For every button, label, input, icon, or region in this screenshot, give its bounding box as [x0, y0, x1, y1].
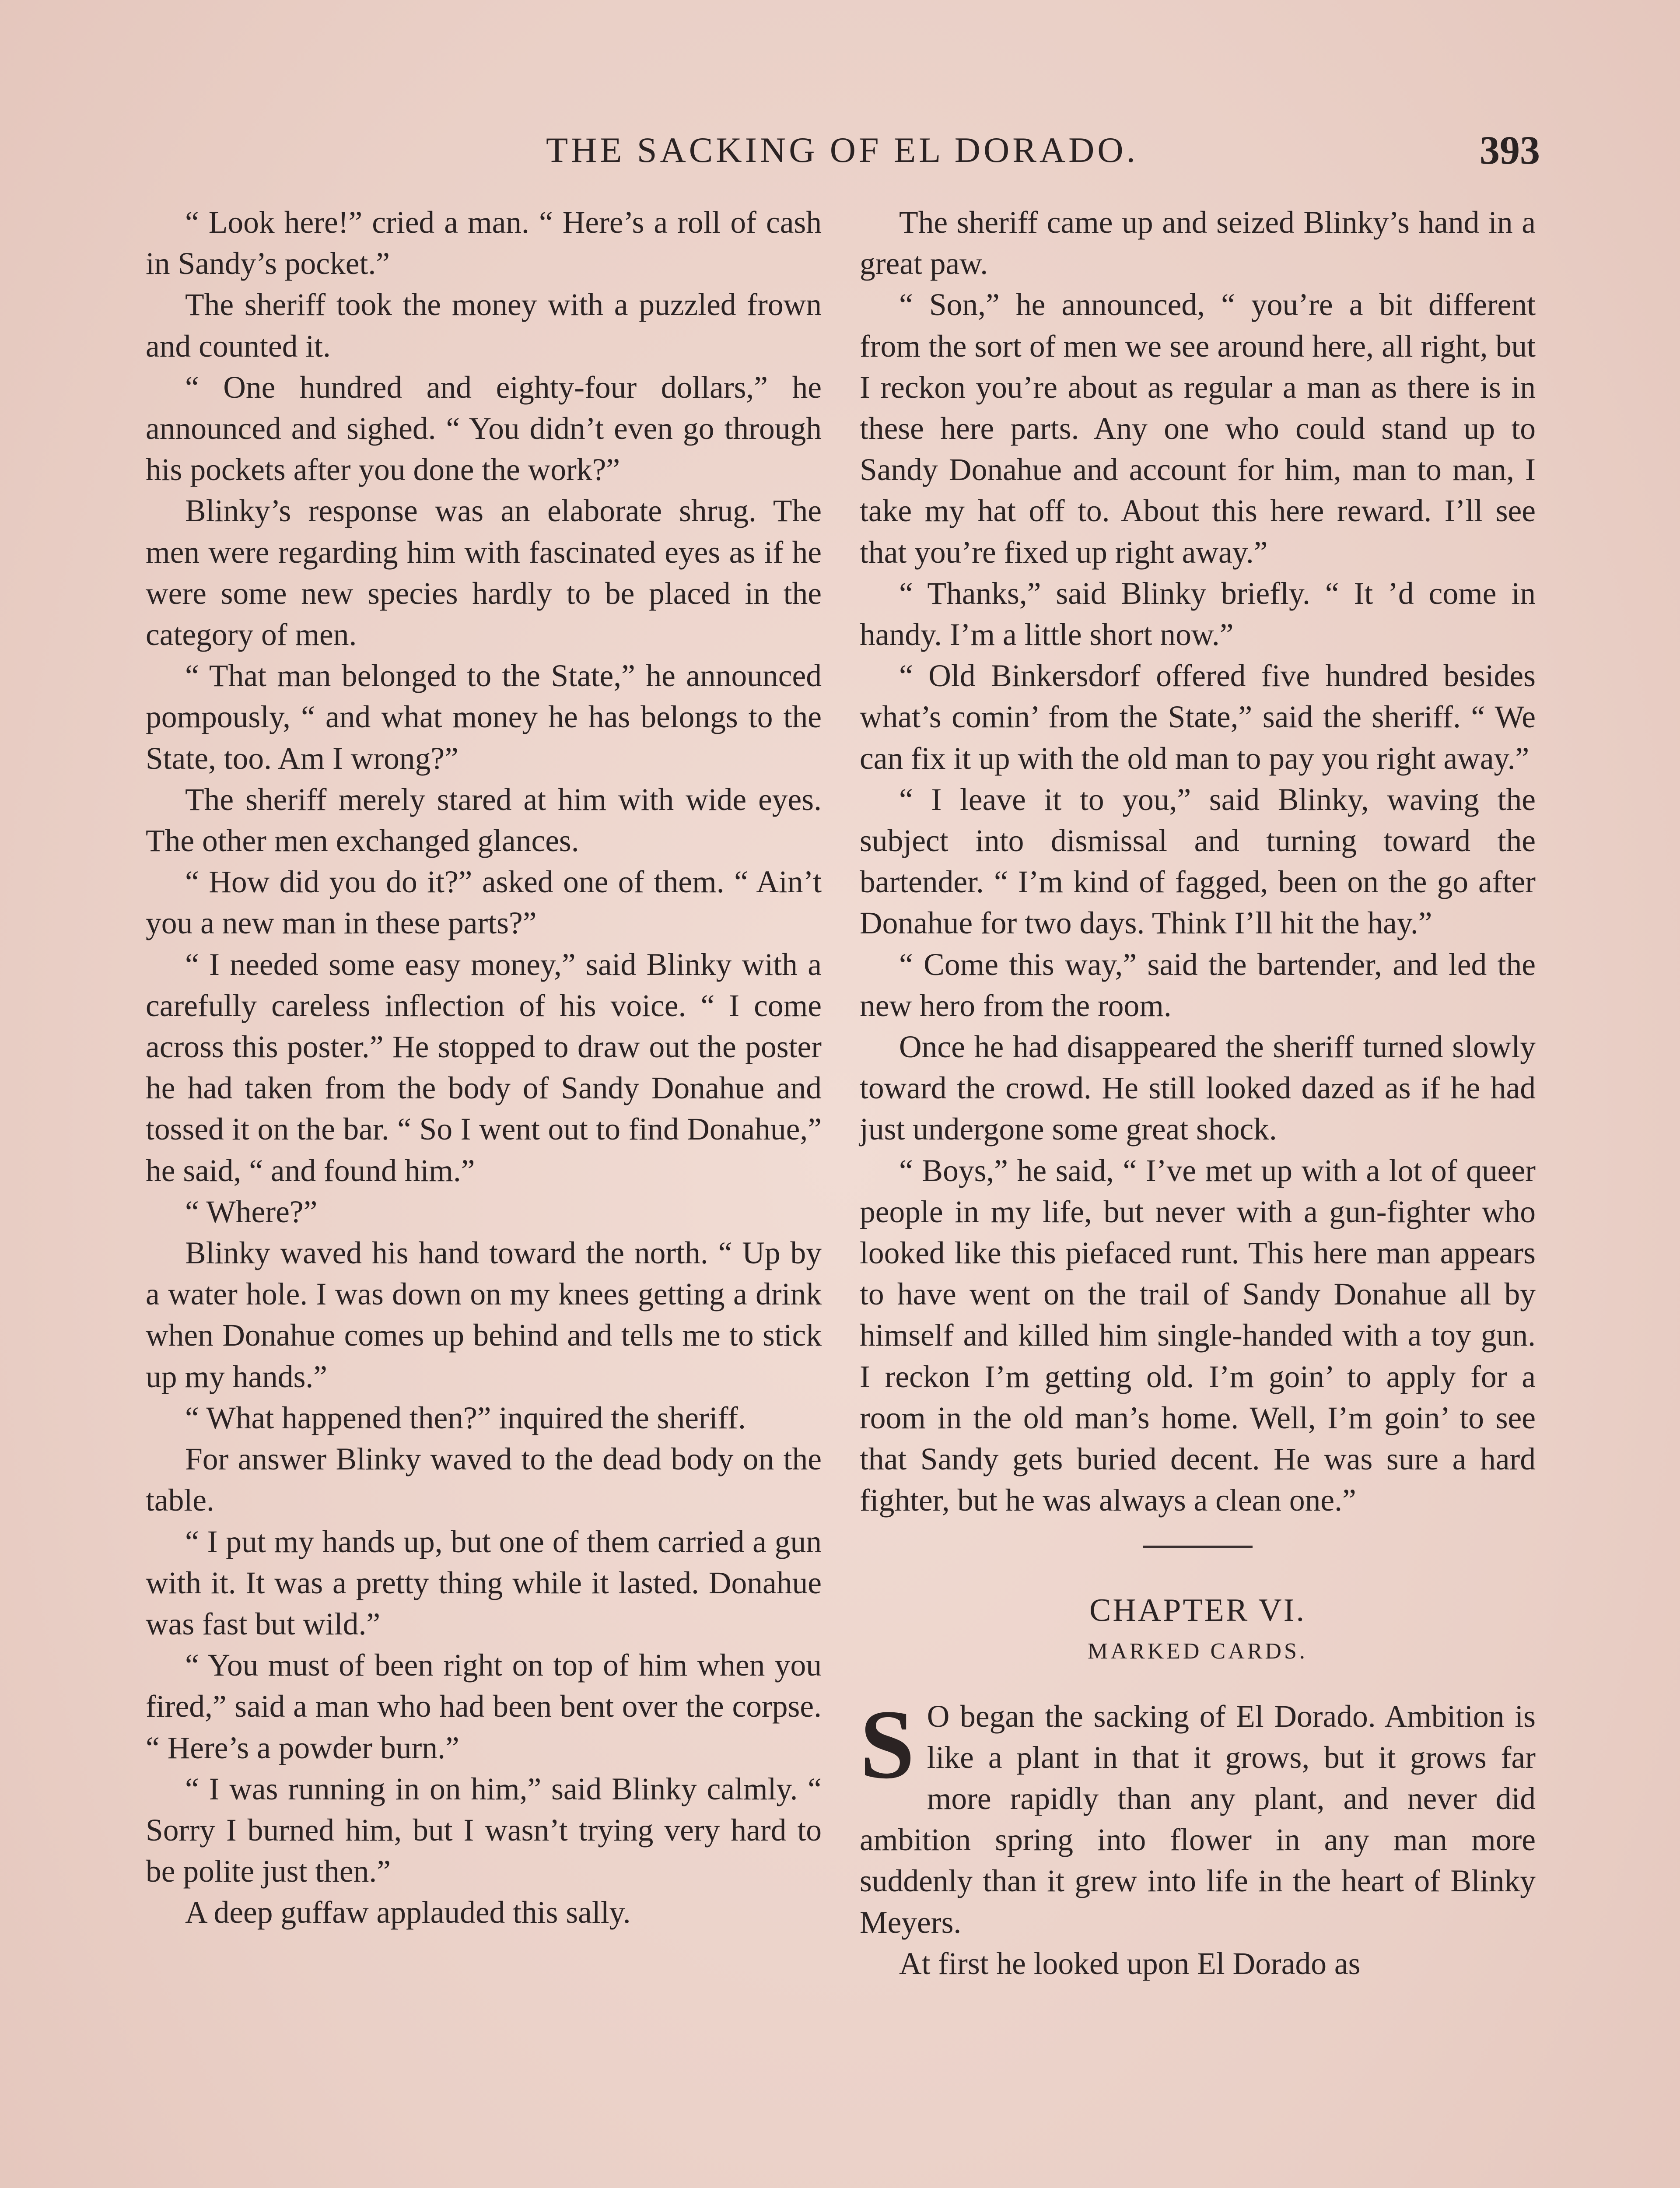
- page-header: [144, 130, 1540, 182]
- paragraph: “ Son,” he announced, “ you’re a bit different from the sort of men we see around here, all right, but I reckon you’re about as regular a man as there is in these here parts. Any one who could stand up to Sandy Donahue and account for him, man to man, I take my hat off to. About this here reward. I’ll see that you’re fixed up right away.”: [860, 288, 1536, 570]
- paragraph: “ How did you do it?” asked one of them. “ Ain’t you a new man in these parts?”: [146, 865, 822, 941]
- paragraph: “ I leave it to you,” said Blinky, waving the subject into dismissal and turning toward the bartender. “ I’m kind of fagged, been on the go after Donahue for two days. Think I’ll hit the hay.”: [860, 782, 1536, 941]
- paragraph: “ Come this way,” said the bartender, and led the new hero from the room.: [860, 947, 1536, 1023]
- left-column: [146, 202, 822, 1934]
- paragraph: “ I was running in on him,” said Blinky calmly. “ Sorry I burned him, but I wasn’t trying very hard to be polite just then.”: [146, 1771, 822, 1889]
- paragraph: “ I put my hands up, but one of them carried a gun with it. It was a pretty thing while it lasted. Donahue was fast but wild.”: [146, 1524, 822, 1641]
- paragraph: “ You must of been right on top of him when you fired,” said a man who had been bent over the corpse. “ Here’s a powder burn.”: [146, 1648, 822, 1765]
- chapter-title: CHAPTER VI.: [1089, 1592, 1306, 1628]
- paragraph: “ Thanks,” said Blinky briefly. “ It ’d come in handy. I’m a little short now.”: [860, 576, 1536, 652]
- paragraph: For answer Blinky waved to the dead body on the table.: [146, 1442, 822, 1518]
- paragraph: The sheriff merely stared at him with wide eyes. The other men exchanged glances.: [146, 782, 822, 859]
- paragraph: “ That man belonged to the State,” he announced pompously, “ and what money he has belongs to the State, too. Am I wrong?”: [146, 659, 822, 776]
- paragraph: The sheriff came up and seized Blinky’s hand in a great paw.: [860, 205, 1536, 281]
- paragraph: “ Old Binkersdorf offered five hundred besides what’s comin’ from the State,” said the sheriff. “ We can fix it up with the old man to pay you right away.”: [860, 659, 1536, 776]
- paragraph: “ I needed some easy money,” said Blinky with a carefully careless inflection of his voice. “ I come across this poster.” He stopped to draw out the poster he had taken from the body of Sandy Donahue and tossed it on the bar. “ So I went out to find Donahue,” he said, “ and found him.”: [146, 947, 822, 1188]
- paragraph: Once he had disappeared the sheriff turned slowly toward the crowd. He still looked dazed as if he had just undergone some great shock.: [860, 1030, 1536, 1147]
- running-title: THE SACKING OF EL DORADO.: [546, 130, 1139, 170]
- paragraph: “ Where?”: [185, 1194, 318, 1229]
- drop-cap: S: [860, 1689, 915, 1799]
- paragraph: Blinky waved his hand toward the north. “ Up by a water hole. I was down on my knees getting a drink when Donahue comes up behind and tells me to stick up my hands.”: [146, 1236, 822, 1394]
- paragraph: “ What happened then?” inquired the sheriff.: [185, 1400, 746, 1435]
- paragraph: At first he looked upon El Dorado as: [899, 1946, 1361, 1981]
- paragraph: The sheriff took the money with a puzzled frown and counted it.: [146, 288, 822, 364]
- section-divider: [1143, 1546, 1253, 1548]
- page-number: 393: [1480, 128, 1540, 172]
- paragraph: “ Boys,” he said, “ I’ve met up with a lot of queer people in my life, but never with a gun-fighter who looked like this piefaced runt. This here man appears to have went on the trail of Sandy Donahue all by himself and killed him single-handed with a toy gun. I reckon I’m getting old. I’m goin’ to apply for a room in the old man’s home. Well, I’m goin’ to see that Sandy gets buried decent. He was sure a hard fighter, but he was always a clean one.”: [860, 1153, 1536, 1518]
- chapter-opening-paragraph: [860, 1689, 1536, 1943]
- paragraph: Blinky’s response was an elaborate shrug. The men were regarding him with fascinated eyes as if he were some new species hardly to be placed in the category of men.: [146, 494, 822, 652]
- paragraph: “ One hundred and eighty-four dollars,” he announced and sighed. “ You didn’t even go through his pockets after you done the work?”: [146, 370, 822, 487]
- chapter-subtitle: MARKED CARDS.: [1088, 1638, 1308, 1664]
- right-column: [860, 202, 1536, 1985]
- paragraph: “ Look here!” cried a man. “ Here’s a roll of cash in Sandy’s pocket.”: [146, 205, 822, 281]
- opening-text: O began the sacking of El Dorado. Ambition is like a plant in that it grows, but it grows far more rapidly than any plant, and never did ambition spring into flower in any man more suddenly than it grew into life in the heart of Blinky Meyers.: [860, 1699, 1536, 1940]
- paragraph: A deep guffaw applauded this sally.: [185, 1895, 631, 1930]
